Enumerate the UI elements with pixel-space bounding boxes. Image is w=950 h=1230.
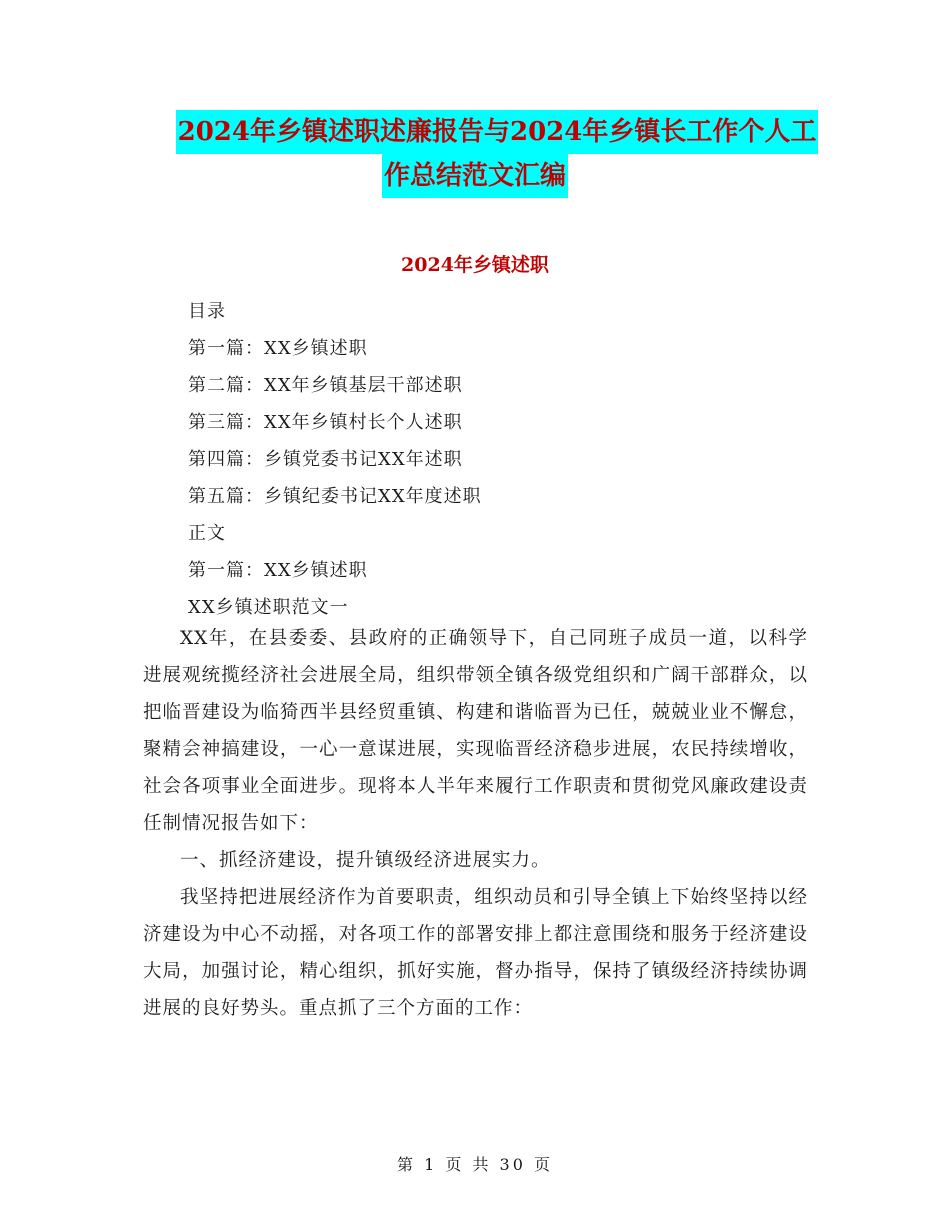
document-title bbox=[0, 110, 950, 198]
table-of-contents bbox=[188, 293, 808, 626]
toc-line: 第四篇：乡镇党委书记XX年述职 bbox=[188, 449, 463, 470]
page-footer: 第 1 页 共 30 页 bbox=[397, 1155, 553, 1174]
paragraph: XX年，在县委委、县政府的正确领导下，自己同班子成员一道，以科学进展观统揽经济社会进展全局，组织带领全镇各级党组织和广阔干部群众，以把临晋建设为临猗西半县经贸重镇、构建和谐临晋为已任，兢兢业业不懈怠，聚精会神搞建设，一心一意谋进展，实现临晋经济稳步进展，农民持续增收，社会各项事业全面进步。现将本人半年来履行工作职责和贯彻党风廉政建设责任制情况报告如下： bbox=[143, 628, 808, 834]
title-line-2: 作总结范文汇编 bbox=[382, 154, 568, 198]
toc-line: 第一篇：XX乡镇述职 bbox=[188, 338, 368, 359]
toc-line: 第一篇：XX乡镇述职 bbox=[188, 560, 368, 581]
toc-line: 正文 bbox=[188, 523, 226, 544]
paragraph: 我坚持把进展经济作为首要职责，组织动员和引导全镇上下始终坚持以经济建设为中心不动摇，对各项工作的部署安排上都注意围绕和服务于经济建设大局，加强讨论，精心组织，抓好实施，督办指导，保持了镇级经济持续协调进展的良好势头。重点抓了三个方面的工作： bbox=[143, 887, 808, 1019]
toc-line: 第五篇：乡镇纪委书记XX年度述职 bbox=[188, 486, 482, 507]
section-subtitle: 2024年乡镇述职 bbox=[401, 254, 549, 276]
paragraph: 一、抓经济建设，提升镇级经济进展实力。 bbox=[180, 850, 551, 871]
toc-line: 第二篇：XX年乡镇基层干部述职 bbox=[188, 375, 463, 396]
title-line-1: 2024年乡镇述职述廉报告与2024年乡镇长工作个人工 bbox=[176, 110, 819, 154]
toc-line: 目录 bbox=[188, 301, 226, 322]
toc-line: 第三篇：XX年乡镇村长个人述职 bbox=[188, 412, 463, 433]
toc-line: XX乡镇述职范文一 bbox=[188, 597, 349, 618]
body-text bbox=[143, 620, 808, 1027]
